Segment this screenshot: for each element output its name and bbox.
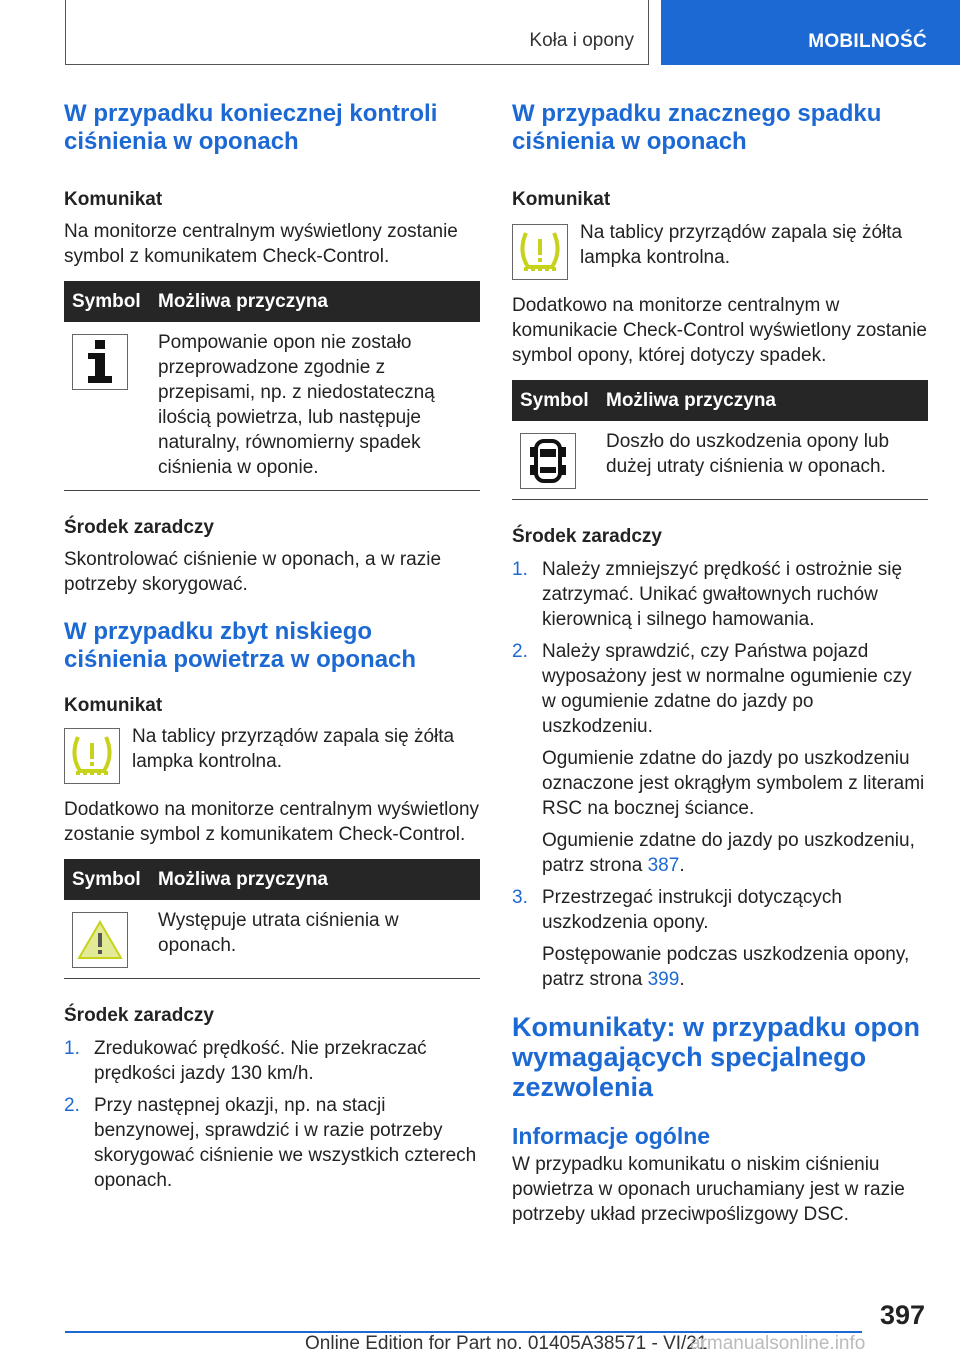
lamp-text: Na tablicy przyrządów zapala się żółta lampka kontrolna. [132,726,455,772]
section-title-low-pressure: W przypadku zbyt niskiego ciśnienia powietrza w oponach [64,618,417,673]
cause-text: Doszło do uszkodzenia opony lub dużej utraty ciśnienia w oponach. [598,421,928,500]
remedy-label: Środek zaradczy [512,526,662,547]
page-number: 397 [880,1300,926,1330]
extra-message-text: Dodatkowo na monitorze centralnym w komunikacie Check-Control wyświetlony zostanie symbol opony, której dotyczy spadek. [512,295,928,366]
table-row [64,322,480,491]
warning-triangle-icon [72,912,128,968]
header-chapter-tab [661,0,960,65]
right-column [512,100,928,1227]
remedy-text: Skontrolować ciśnienie w oponach, a w razie potrzeby skorygować. [64,549,442,595]
lamp-row [64,724,480,784]
list-item: 2. Przy następnej okazji, np. na stacji benzynowej, sprawdzić i w razie potrzeby skorygować ciśnienie we wszystkich czterech oponach. [64,1095,477,1191]
info-icon [72,334,128,390]
tire-pressure-warning-icon [512,224,568,280]
col-symbol-header: Symbol [64,281,150,322]
lamp-text: Na tablicy przyrządów zapala się żółta lampka kontrolna. [580,222,903,268]
extra-message-text: Dodatkowo na monitorze centralnym wyświetlony zostanie symbol z komunikatem Check-Control. [64,799,480,845]
cause-text: Pompowanie opon nie zostało przeprowadzone zgodnie z przepisami, np. z niedostateczną ilością powietrza, lub następuje naturalny, równomierny spadek ciśnienia w oponie. [150,322,480,491]
step-note: Postępowanie podczas uszkodzenia opony, patrz strona 399. [542,944,910,990]
car-tire-damage-icon [520,433,576,489]
col-cause-header: Możliwa przyczyna [150,859,480,900]
list-item: 2. Należy sprawdzić, czy Państwa pojazd wyposażony jest w normalne ogumienie czy w ogumienie zdatne do jazdy po uszkodzeniu. [512,641,912,737]
cause-text: Występuje utrata ciśnienia w oponach. [150,900,480,979]
section-title-pressure-drop: W przypadku znacznego spadku ciśnienia w oponach [512,100,882,155]
message-label: Komunikat [512,189,611,210]
footer-edition: Online Edition for Part no. 01405A38571 - VI/21 [305,1333,708,1354]
page-link-387[interactable]: 387 [647,855,680,876]
message-label: Komunikat [64,695,163,716]
col-symbol-header: Symbol [512,380,598,421]
step-note: Ogumienie zdatne do jazdy po uszkodzeniu oznaczone jest okrągłym symbolem z literami RSC na bocznej ściance. [542,748,925,819]
left-column [64,100,480,1200]
page-link-399[interactable]: 399 [647,969,680,990]
remedy-label: Środek zaradczy [64,1005,214,1026]
header-chapter-title: MOBILNOŚĆ [808,31,927,52]
header-section-title: Koła i opony [529,30,634,51]
col-cause-header: Możliwa przyczyna [598,380,928,421]
symbol-table [64,859,480,979]
message-text: Na monitorze centralnym wyświetlony zostanie symbol z komunikatem Check-Control. [64,221,458,267]
step-note: Ogumienie zdatne do jazdy po uszkodzeniu, patrz strona 387. [542,830,915,876]
subsection-title-general-info: Informacje ogólne [512,1123,711,1149]
col-cause-header: Możliwa przyczyna [150,281,480,322]
tire-pressure-warning-icon [64,728,120,784]
list-item: 1. Zredukować prędkość. Nie przekraczać prędkości jazdy 130 km/h. [64,1038,427,1084]
general-info-text: W przypadku komunikatu o niskim ciśnieniu powietrza w oponach uruchamiany jest w razie potrzeby układ przeciwpoślizgowy DSC. [512,1154,905,1225]
header-section-box [65,0,649,65]
message-label: Komunikat [64,189,163,210]
col-symbol-header: Symbol [64,859,150,900]
table-row [64,900,480,979]
remedy-steps [512,557,928,739]
lamp-row [512,220,928,280]
remedy-label: Środek zaradczy [64,517,214,538]
symbol-table [64,281,480,491]
watermark: armanualsonline.info [690,1333,866,1354]
section-title-special-tires: Komunikaty: w przypadku opon wymagających specjalnego zezwolenia [512,1012,921,1102]
remedy-steps [64,1036,480,1193]
section-title-pressure-check: W przypadku koniecznej kontroli ciśnienia w oponach [64,100,438,155]
remedy-steps [512,885,928,935]
table-row [512,421,928,500]
list-item: 1. Należy zmniejszyć prędkość i ostrożnie się zatrzymać. Unikać gwałtownych ruchów kierownicą i silnego hamowania. [512,559,903,630]
symbol-table [512,380,928,500]
list-item: 3. Przestrzegać instrukcji dotyczących uszkodzenia opony. [512,887,842,933]
